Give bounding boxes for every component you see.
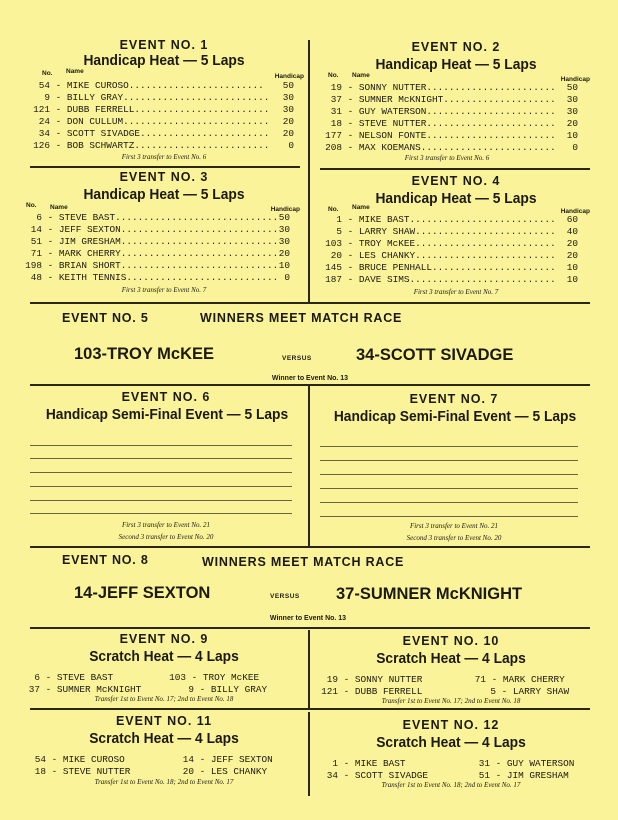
event-2-block	[322, 40, 590, 166]
col-name-label: Name	[50, 204, 68, 211]
entry-row: 71 - MARK CHERRY............................ 20	[16, 248, 290, 260]
driver-name: SUMNER McKNIGHT	[56, 684, 142, 695]
entry-row: 51 - JIM GRESHAM............................ 30	[16, 236, 290, 248]
handicap-value: 20	[566, 118, 578, 129]
versus-label: VERSUS	[270, 593, 300, 600]
car-number: 48	[30, 272, 42, 283]
event-7-block	[318, 390, 590, 546]
handicap-value: 30	[282, 92, 294, 103]
car-number: 6	[34, 672, 40, 683]
car-number: 37	[28, 684, 40, 695]
event-subtitle: Scratch Heat — 4 Laps	[376, 650, 526, 667]
event-title: EVENT NO. 7	[409, 392, 499, 406]
divider	[30, 384, 590, 386]
entry-row: 6 - STEVE BAST............................. 50	[16, 212, 290, 224]
col-name-label: Name	[66, 68, 84, 75]
entry-row: 20 - LES CHANKY......................... 20	[316, 250, 578, 262]
driver-name: STEVE NUTTER	[358, 118, 427, 129]
result-line	[320, 516, 578, 517]
car-number: 14	[182, 754, 194, 765]
handicap-value: 0	[288, 140, 294, 151]
column-divider	[308, 630, 310, 708]
event-6-block	[30, 388, 302, 546]
driver-name: BRIAN SHORT	[58, 260, 121, 271]
handicap-value: 40	[566, 226, 578, 237]
result-line	[30, 458, 292, 459]
driver-name: LARRY SHAW	[358, 226, 416, 237]
driver-name: STEVE BAST	[56, 672, 114, 683]
entry-row: 54 - MIKE CUROSO........................ 50	[24, 80, 294, 92]
driver-entry: 34 - SCOTT SIVADGE	[316, 770, 428, 781]
transfer-note: First 3 transfer to Event No. 7	[413, 288, 499, 296]
handicap-value: 10	[566, 262, 578, 273]
divider	[30, 166, 300, 168]
car-number: 145	[325, 262, 342, 273]
driver-name: SONNY NUTTER	[354, 674, 423, 685]
result-line	[30, 500, 292, 501]
handicap-value: 30	[278, 236, 290, 247]
driver-name: LES CHANKY	[358, 250, 416, 261]
entry-row: 34 - SCOTT SIVADGE....................... 20	[24, 128, 294, 140]
transfer-note: First 3 transfer to Event No. 7	[121, 286, 207, 294]
entry-row: 1 - MIKE BAST.......................... 60	[316, 214, 578, 226]
column-divider	[308, 712, 310, 796]
result-line	[320, 488, 578, 489]
car-number: 5	[336, 226, 342, 237]
driver-entry: 54 - MIKE CUROSO	[24, 754, 125, 765]
driver-entry: 37 - SUMNER McKNIGHT	[18, 684, 141, 695]
car-number: 6	[36, 212, 42, 223]
contender-left: 14-JEFF SEXTON	[74, 584, 211, 602]
driver-name: TROY McKEE	[202, 672, 260, 683]
event-5-block	[0, 303, 618, 385]
handicap-value: 30	[278, 224, 290, 235]
event-title: EVENT NO. 6	[121, 390, 211, 404]
car-number: 103	[325, 238, 342, 249]
driver-entry: 19 - SONNY NUTTER	[316, 674, 422, 685]
result-line	[30, 445, 292, 446]
driver-name: BRUCE PENHALL	[358, 262, 433, 273]
driver-name: KEITH TENNIS	[58, 272, 127, 283]
event-title: EVENT NO. 5	[62, 311, 149, 325]
winner-note: Winner to Event No. 13	[271, 375, 349, 382]
driver-name: MARK CHERRY	[58, 248, 121, 259]
car-number: 31	[330, 106, 342, 117]
driver-name: LARRY SHAW	[512, 686, 570, 697]
driver-name: SUMNER McKNIGHT	[358, 94, 444, 105]
driver-name: MIKE CUROSO	[66, 80, 129, 91]
car-number: 20	[330, 250, 342, 261]
driver-name: DAVE SIMS	[358, 274, 410, 285]
transfer-note: First 3 transfer to Event No. 6	[121, 153, 207, 161]
result-line	[30, 472, 292, 473]
car-number: 24	[38, 116, 50, 127]
transfer-note: Transfer 1st to Event No. 18; 2nd to Event No. 17	[381, 781, 521, 789]
transfer-note: First 3 transfer to Event No. 21	[409, 522, 499, 530]
winner-note: Winner to Event No. 13	[269, 615, 347, 622]
driver-name: DUBB FERRELL	[66, 104, 135, 115]
driver-entry: 18 - STEVE NUTTER	[24, 766, 130, 777]
car-number: 121	[321, 686, 338, 697]
event-subtitle: Handicap Heat — 5 Laps	[375, 56, 537, 73]
col-no-label: No.	[328, 72, 339, 79]
car-number: 51	[30, 236, 42, 247]
match-race-title: WINNERS MEET MATCH RACE	[202, 555, 405, 569]
divider	[30, 627, 590, 629]
car-number: 198	[25, 260, 42, 271]
driver-name: SCOTT SIVADGE	[354, 770, 429, 781]
event-subtitle: Handicap Heat — 5 Laps	[375, 190, 537, 207]
result-line	[320, 474, 578, 475]
driver-name: MARK CHERRY	[502, 674, 565, 685]
driver-entry: 103 - TROY McKEE	[164, 672, 259, 683]
handicap-value: 30	[282, 104, 294, 115]
driver-name: NELSON FONTE	[358, 130, 427, 141]
driver-name: STEVE BAST	[58, 212, 116, 223]
car-number: 5	[490, 686, 496, 697]
event-title: EVENT NO. 4	[411, 174, 501, 188]
car-number: 1	[336, 214, 342, 225]
result-line	[320, 460, 578, 461]
driver-name: JEFF SEXTON	[210, 754, 273, 765]
handicap-value: 20	[566, 250, 578, 261]
event-10-block	[316, 634, 596, 708]
event-title: EVENT NO. 8	[62, 553, 149, 567]
driver-entry: 51 - JIM GRESHAM	[468, 770, 569, 781]
handicap-value: 30	[566, 94, 578, 105]
handicap-value: 50	[566, 82, 578, 93]
car-number: 71	[474, 674, 486, 685]
driver-name: TROY McKEE	[358, 238, 416, 249]
divider	[320, 168, 590, 170]
car-number: 71	[30, 248, 42, 259]
col-handicap-label: Handicap	[560, 76, 590, 83]
car-number: 177	[325, 130, 342, 141]
car-number: 19	[326, 674, 338, 685]
col-no-label: No.	[42, 70, 53, 77]
car-number: 20	[182, 766, 194, 777]
driver-name: MIKE BAST	[358, 214, 410, 225]
col-name-label: Name	[352, 204, 370, 211]
car-number: 1	[332, 758, 338, 769]
handicap-value: 20	[282, 128, 294, 139]
result-line	[30, 513, 292, 514]
event-title: EVENT NO. 12	[402, 718, 500, 732]
entry-row: 5 - LARRY SHAW......................... 40	[316, 226, 578, 238]
car-number: 19	[330, 82, 342, 93]
car-number: 126	[33, 140, 50, 151]
car-number: 31	[478, 758, 490, 769]
handicap-value: 20	[278, 248, 290, 259]
transfer-note: First 3 transfer to Event No. 6	[404, 154, 490, 162]
driver-name: DUBB FERRELL	[354, 686, 423, 697]
event-9-block	[26, 632, 302, 708]
handicap-value: 60	[566, 214, 578, 225]
driver-entry: 6 - STEVE BAST	[18, 672, 113, 683]
entry-row: 145 - BRUCE PENHALL...................... 10	[316, 262, 578, 274]
car-number: 34	[38, 128, 50, 139]
event-title: EVENT NO. 1	[119, 38, 209, 52]
car-number: 37	[330, 94, 342, 105]
driver-name: LES CHANKY	[210, 766, 268, 777]
driver-name: MAX KOEMANS	[358, 142, 421, 153]
driver-name: GUY WATERSON	[358, 106, 427, 117]
col-handicap-label: Handicap	[560, 208, 590, 215]
car-number: 51	[478, 770, 490, 781]
divider	[30, 708, 590, 710]
entry-row: 187 - DAVE SIMS.......................... 10	[316, 274, 578, 286]
transfer-note: Transfer 1st to Event No. 18; 2nd to Event No. 17	[94, 778, 234, 786]
result-line	[320, 446, 578, 447]
entry-row: 177 - NELSON FONTE....................... 10	[316, 130, 578, 142]
driver-entry: 31 - GUY WATERSON	[468, 758, 574, 769]
handicap-value: 10	[566, 274, 578, 285]
driver-entry: 121 - DUBB FERRELL	[316, 686, 422, 697]
event-title: EVENT NO. 10	[402, 634, 500, 648]
event-4-block	[322, 174, 590, 302]
car-number: 103	[169, 672, 186, 683]
car-number: 34	[326, 770, 338, 781]
entry-row: 126 - BOB SCHWARTZ........................ 0	[24, 140, 294, 152]
event-subtitle: Scratch Heat — 4 Laps	[89, 730, 239, 747]
event-1-block	[30, 38, 304, 166]
driver-name: SCOTT SIVADGE	[66, 128, 141, 139]
driver-name: JEFF SEXTON	[58, 224, 121, 235]
entry-row: 37 - SUMNER McKNIGHT.................... 30	[316, 94, 578, 106]
driver-name: MIKE CUROSO	[62, 754, 125, 765]
col-no-label: No.	[26, 202, 37, 209]
entry-row: 19 - SONNY NUTTER....................... 50	[316, 82, 578, 94]
transfer-note: Transfer 1st to Event No. 17; 2nd to Event No. 18	[94, 695, 234, 703]
event-title: EVENT NO. 9	[119, 632, 209, 646]
driver-name: SONNY NUTTER	[358, 82, 427, 93]
contender-right: 37-SUMNER McKNIGHT	[336, 585, 523, 603]
entry-row: 31 - GUY WATERSON....................... 30	[316, 106, 578, 118]
event-12-block	[316, 718, 600, 796]
event-title: EVENT NO. 11	[115, 714, 213, 728]
driver-entry: 9 - BILLY GRAY	[172, 684, 267, 695]
event-subtitle: Scratch Heat — 4 Laps	[376, 734, 526, 751]
car-number: 54	[34, 754, 46, 765]
handicap-value: 50	[282, 80, 294, 91]
entry-row: 198 - BRIAN SHORT............................ 10	[16, 260, 290, 272]
contender-left: 103-TROY McKEE	[74, 345, 214, 363]
event-title: EVENT NO. 2	[411, 40, 501, 54]
transfer-note: Second 3 transfer to Event No. 20	[118, 533, 214, 541]
col-no-label: No.	[328, 206, 339, 213]
car-number: 121	[33, 104, 50, 115]
driver-entry: 20 - LES CHANKY	[172, 766, 267, 777]
entry-row: 121 - DUBB FERRELL........................ 30	[24, 104, 294, 116]
handicap-value: 10	[566, 130, 578, 141]
handicap-value: 10	[278, 260, 290, 271]
event-11-block	[26, 714, 302, 794]
driver-name: BILLY GRAY	[210, 684, 268, 695]
event-title: EVENT NO. 3	[119, 170, 209, 184]
result-line	[30, 486, 292, 487]
contender-right: 34-SCOTT SIVADGE	[356, 346, 514, 364]
handicap-value: 0	[572, 142, 578, 153]
driver-name: GUY WATERSON	[506, 758, 575, 769]
handicap-value: 50	[278, 212, 290, 223]
col-handicap-label: Handicap	[270, 206, 300, 213]
handicap-value: 20	[282, 116, 294, 127]
versus-label: VERSUS	[282, 355, 312, 362]
event-subtitle: Handicap Heat — 5 Laps	[83, 52, 245, 69]
column-divider	[308, 40, 310, 302]
driver-name: JIM GRESHAM	[506, 770, 569, 781]
result-line	[320, 502, 578, 503]
event-3-block	[25, 170, 300, 302]
driver-entry: 1 - MIKE BAST	[316, 758, 406, 769]
driver-name: MIKE BAST	[354, 758, 406, 769]
car-number: 18	[34, 766, 46, 777]
col-handicap-label: Handicap	[274, 73, 304, 80]
column-divider	[308, 386, 310, 546]
transfer-note: First 3 transfer to Event No. 21	[121, 521, 211, 529]
driver-name: JIM GRESHAM	[58, 236, 121, 247]
entry-row: 14 - JEFF SEXTON............................ 30	[16, 224, 290, 236]
car-number: 54	[38, 80, 50, 91]
transfer-note: Second 3 transfer to Event No. 20	[406, 534, 502, 542]
transfer-note: Transfer 1st to Event No. 17; 2nd to Event No. 18	[381, 697, 521, 705]
driver-entry: 14 - JEFF SEXTON	[172, 754, 273, 765]
entry-row: 18 - STEVE NUTTER....................... 20	[316, 118, 578, 130]
event-subtitle: Handicap Heat — 5 Laps	[83, 186, 245, 203]
car-number: 9	[188, 684, 194, 695]
car-number: 9	[44, 92, 50, 103]
driver-name: STEVE NUTTER	[62, 766, 131, 777]
driver-name: BILLY GRAY	[66, 92, 124, 103]
entry-row: 9 - BILLY GRAY.......................... 30	[24, 92, 294, 104]
driver-entry: 71 - MARK CHERRY	[464, 674, 565, 685]
event-subtitle: Handicap Semi-Final Event — 5 Laps	[45, 406, 289, 423]
car-number: 18	[330, 118, 342, 129]
event-subtitle: Handicap Semi-Final Event — 5 Laps	[333, 408, 577, 425]
driver-name: BOB SCHWARTZ	[66, 140, 135, 151]
match-race-title: WINNERS MEET MATCH RACE	[200, 311, 403, 325]
handicap-value: 20	[566, 238, 578, 249]
car-number: 187	[325, 274, 342, 285]
event-8-block	[0, 547, 618, 631]
col-name-label: Name	[352, 72, 370, 79]
entry-row: 24 - DON CULLUM.......................... 20	[24, 116, 294, 128]
car-number: 14	[30, 224, 42, 235]
entry-row: 103 - TROY McKEE......................... 20	[316, 238, 578, 250]
entry-row: 208 - MAX KOEMANS........................ 0	[316, 142, 578, 154]
handicap-value: 30	[566, 106, 578, 117]
driver-entry: 5 - LARRY SHAW	[474, 686, 569, 697]
driver-name: DON CULLUM	[66, 116, 124, 127]
car-number: 208	[325, 142, 342, 153]
handicap-value: 0	[284, 272, 290, 283]
entry-row: 48 - KEITH TENNIS........................... 0	[16, 272, 290, 284]
event-subtitle: Scratch Heat — 4 Laps	[89, 648, 239, 665]
